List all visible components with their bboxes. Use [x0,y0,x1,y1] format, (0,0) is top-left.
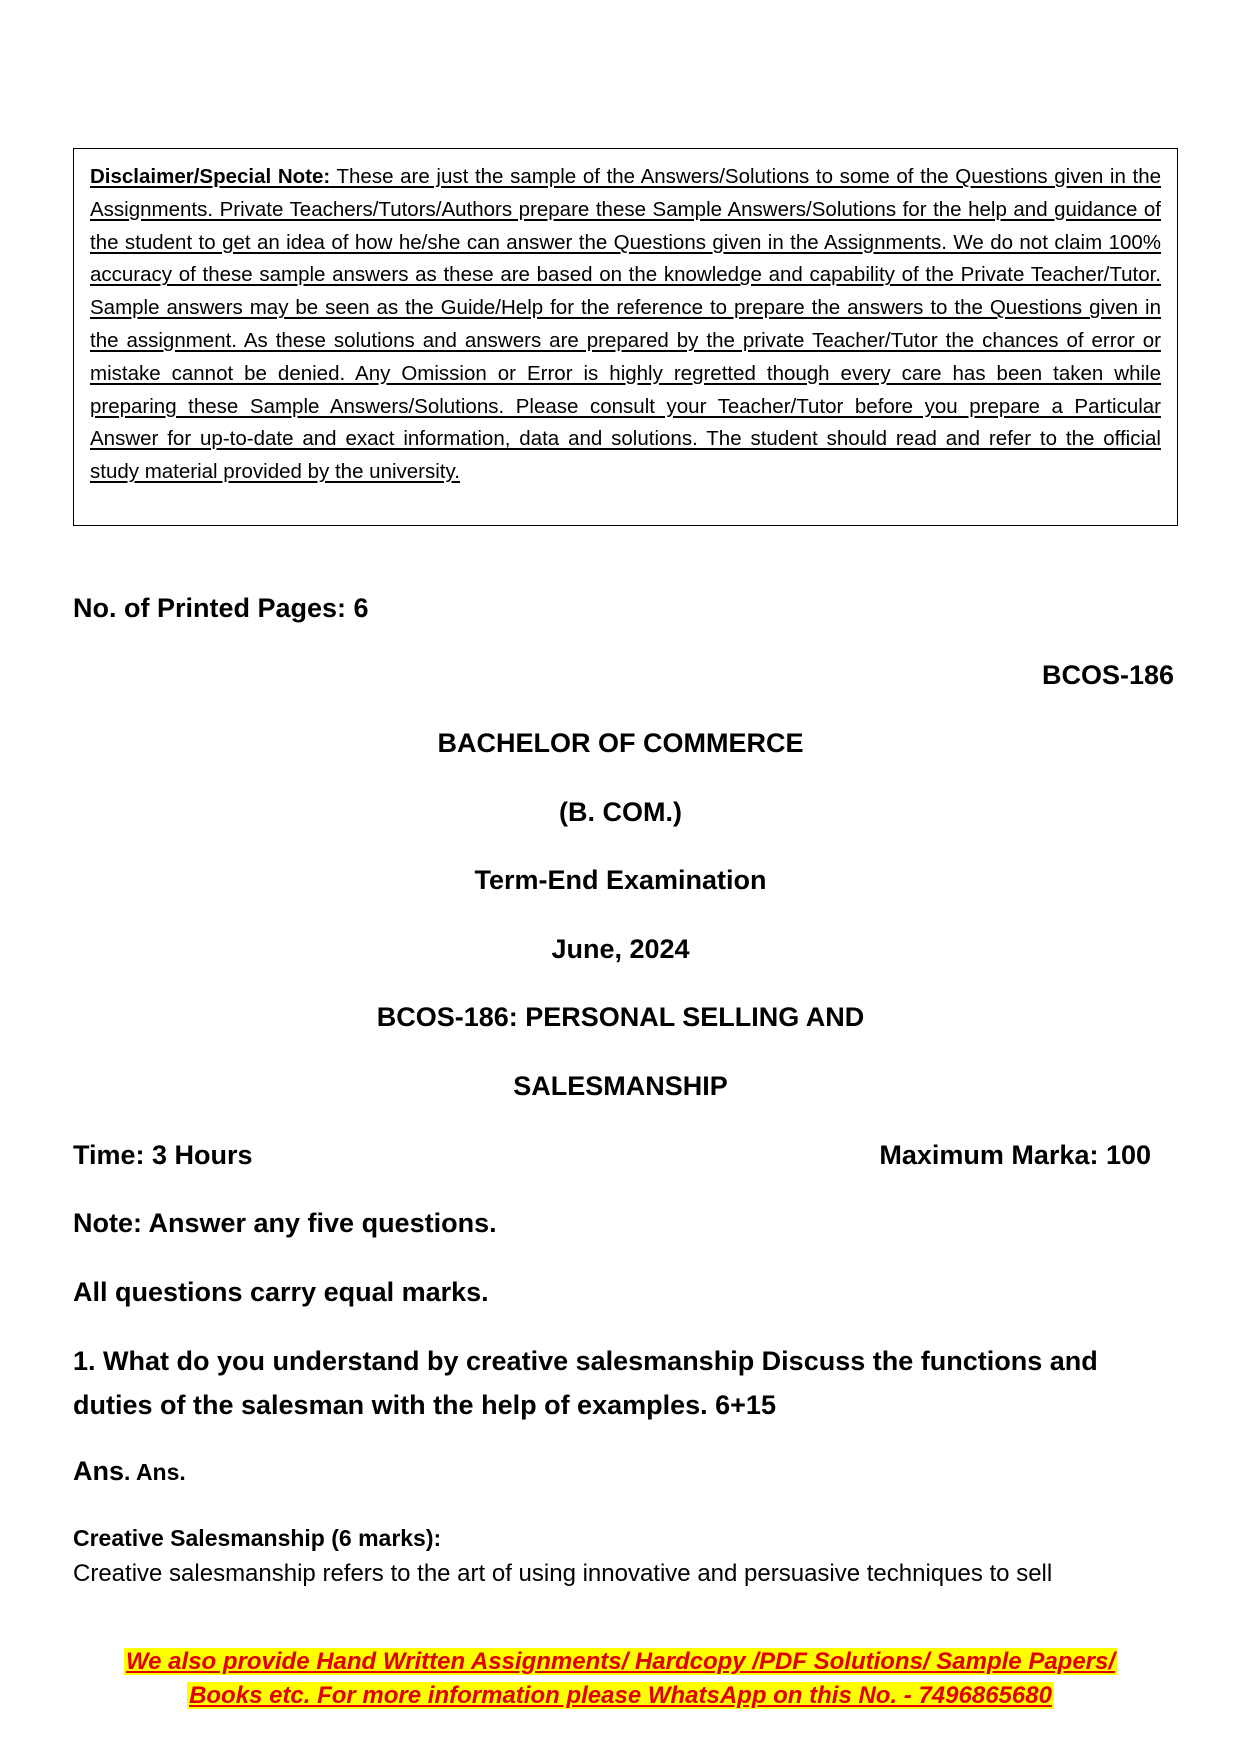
promo-line-2: Books etc. For more information please WhatsApp on this No. - 7496865680 [189,1682,1052,1709]
section-heading: Creative Salesmanship (6 marks): [73,1525,442,1551]
answer-body: Creative salesmanship refers to the art of using innovative and persuasive techniques to sell [73,1560,1053,1587]
course-title-line1: BCOS-186: PERSONAL SELLING AND [376,1002,865,1032]
question-1: 1. What do you understand by creative salesmanship Discuss the functions and duties of the salesman with the help of examples. 6+15 [73,1346,1098,1420]
printed-pages: No. of Printed Pages: 6 [73,593,369,623]
answer-label-suffix: . Ans. [124,1459,186,1485]
max-marks: Maximum Marka: 100 [879,1140,1151,1170]
answer-label-main: Ans [73,1456,125,1486]
exam-time: Time: 3 Hours [73,1140,253,1170]
exam-date: June, 2024 [551,934,690,964]
degree-abbr: (B. COM.) [559,797,682,827]
promo-banner [0,1645,1241,1713]
promo-line-1: We also provide Hand Written Assignments/ Hardcopy /PDF Solutions/ Sample Papers/ [125,1648,1116,1675]
degree-title: BACHELOR OF COMMERCE [437,728,804,758]
course-code: BCOS-186 [1041,660,1174,690]
note-instruction: Note: Answer any five questions. [73,1208,497,1238]
exam-title: Term-End Examination [474,865,767,895]
disclaimer-lead: Disclaimer/Special Note: [90,165,331,188]
disclaimer-box [73,148,1178,526]
course-title-line2: SALESMANSHIP [513,1071,728,1101]
marks-instruction: All questions carry equal marks. [73,1277,489,1307]
disclaimer-text: These are just the sample of the Answers/Solutions to some of the Questions given in the Assignments. Private Teachers/Tutors/Authors prepare these Sample Answers/Solutions for the help and guidance of the student to get an idea of how he/she can answer the Questions given in the Assignments. We do not claim 100% accuracy of these sample answers as these are based on the knowledge and capability of the Private Teacher/Tutor. Sample answers may be seen as the Guide/Help for the reference to prepare the answers to the Questions given in the assignment. As these solutions and answers are prepared by the private Teacher/Tutor the chances of error or mistake cannot be denied. Any Omission or Error is highly regretted though every care has been taken while preparing these Sample Answers/Solutions. Please consult your Teacher/Tutor before you prepare a Particular Answer for up-to-date and exact information, data and solutions. The student should read and refer to the official study material provided by the university. [90,165,1161,484]
answer-label [73,1454,186,1489]
